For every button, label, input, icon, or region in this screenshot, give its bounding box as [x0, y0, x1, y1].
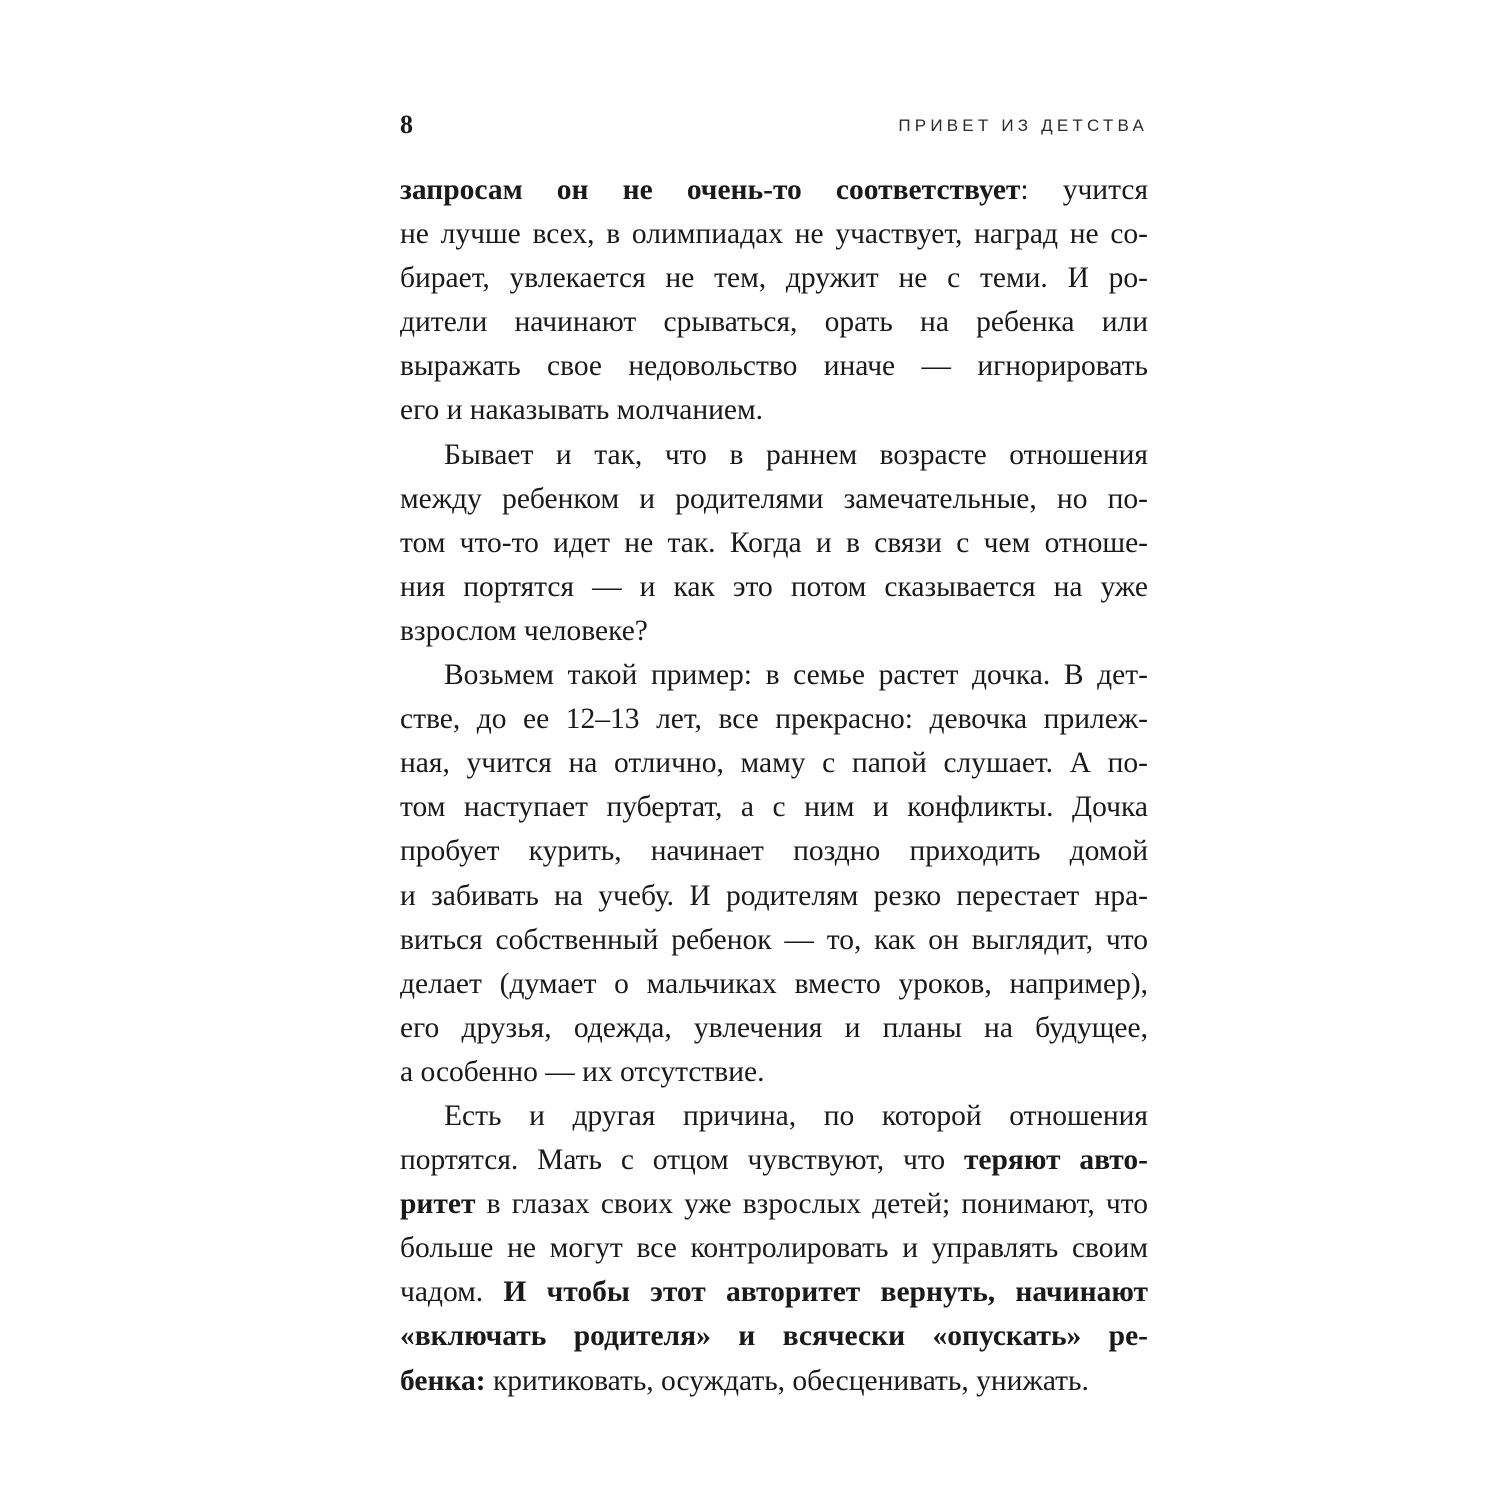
text-run: а особенно — их отсутствие.	[400, 1055, 765, 1088]
text-line	[400, 1270, 1148, 1314]
text-run: портятся. Мать с отцом чувствуют, что	[400, 1144, 964, 1177]
text-line	[400, 829, 1148, 873]
text-run: его друзья, одежда, увлечения и планы на будущее,	[400, 1011, 1148, 1044]
body-text	[400, 168, 1148, 1403]
text-run: взрослом человеке?	[400, 614, 648, 647]
text-run: том что-то идет не так. Когда и в связи с чем отноше-	[400, 526, 1148, 559]
text-run: ная, учится на отлично, маму с папой слушает. А по-	[400, 747, 1148, 780]
text-line	[400, 741, 1148, 785]
paragraph	[400, 1094, 1148, 1403]
text-line	[400, 168, 1148, 212]
text-run: чадом.	[400, 1276, 504, 1309]
text-line	[400, 565, 1148, 609]
text-run: выражать свое недовольство иначе — игнорировать	[400, 350, 1148, 383]
text-run: Возьмем такой пример: в семье растет дочка. В дет-	[444, 659, 1148, 692]
running-head	[400, 108, 1148, 142]
bold-run: «включать родителя» и всячески «опускать» ре-	[400, 1320, 1148, 1353]
text-run: его и наказывать молчанием.	[400, 394, 764, 427]
text-line	[400, 1094, 1148, 1138]
paragraph	[400, 653, 1148, 1094]
text-run: дители начинают срываться, орать на ребенка или	[400, 306, 1148, 339]
text-run: и забивать на учебу. И родителям резко перестает нра-	[400, 879, 1148, 912]
text-line	[400, 344, 1148, 388]
text-line	[400, 212, 1148, 256]
text-line	[400, 256, 1148, 300]
text-run: между ребенком и родителями замечательные, но по-	[400, 482, 1148, 515]
text-run: не лучше всех, в олимпиадах не участвует, наград не со-	[400, 218, 1148, 251]
text-line	[400, 1006, 1148, 1050]
text-line	[400, 653, 1148, 697]
page-number: 8	[400, 110, 413, 139]
text-run: : учится	[1020, 174, 1149, 206]
text-line	[400, 1359, 1148, 1403]
text-line	[400, 1138, 1148, 1182]
text-line	[400, 521, 1148, 565]
text-line	[400, 874, 1148, 918]
text-line	[400, 1050, 1148, 1094]
text-run: в глазах своих уже взрослых детей; понимают, что	[475, 1188, 1148, 1221]
text-run: стве, до ее 12–13 лет, все прекрасно: девочка прилеж-	[400, 703, 1148, 736]
bold-run: ритет	[400, 1188, 476, 1221]
text-line	[400, 388, 1148, 432]
text-line	[400, 697, 1148, 741]
text-run: ния портятся — и как это потом сказывается на уже	[400, 570, 1148, 603]
text-line	[400, 1182, 1148, 1226]
text-line	[400, 433, 1148, 477]
book-page	[400, 0, 1148, 1500]
bold-run: бенка:	[400, 1364, 486, 1397]
text-line	[400, 1314, 1148, 1358]
bold-run: запросам он не очень-то соответствует	[400, 174, 1021, 206]
text-run: том наступает пубертат, а с ним и конфликты. Дочка	[400, 791, 1148, 824]
bold-run: И чтобы этот авторитет вернуть, начинают	[503, 1276, 1148, 1309]
running-title: ПРИВЕТ ИЗ ДЕТСТВА	[898, 116, 1148, 135]
text-run: виться собственный ребенок — то, как он выглядит, что	[400, 923, 1148, 956]
paragraph	[400, 433, 1148, 653]
text-run: бирает, увлекается не тем, дружит не с теми. И ро-	[400, 262, 1148, 295]
text-run: Есть и другая причина, по которой отношения	[444, 1099, 1148, 1132]
text-line	[400, 962, 1148, 1006]
text-line	[400, 477, 1148, 521]
text-run: Бывает и так, что в раннем возрасте отношения	[444, 438, 1148, 471]
text-line	[400, 918, 1148, 962]
text-line	[400, 1226, 1148, 1270]
text-run: пробует курить, начинает поздно приходить домой	[400, 835, 1148, 868]
text-line	[400, 300, 1148, 344]
text-line	[400, 609, 1148, 653]
text-line	[400, 785, 1148, 829]
text-run: больше не могут все контролировать и управлять своим	[400, 1232, 1148, 1265]
bold-run: теряют авто-	[963, 1144, 1148, 1177]
text-run: делает (думает о мальчиках вместо уроков, например),	[400, 967, 1148, 1000]
text-run: критиковать, осуждать, обесценивать, унижать.	[485, 1364, 1089, 1397]
paragraph	[400, 168, 1148, 433]
